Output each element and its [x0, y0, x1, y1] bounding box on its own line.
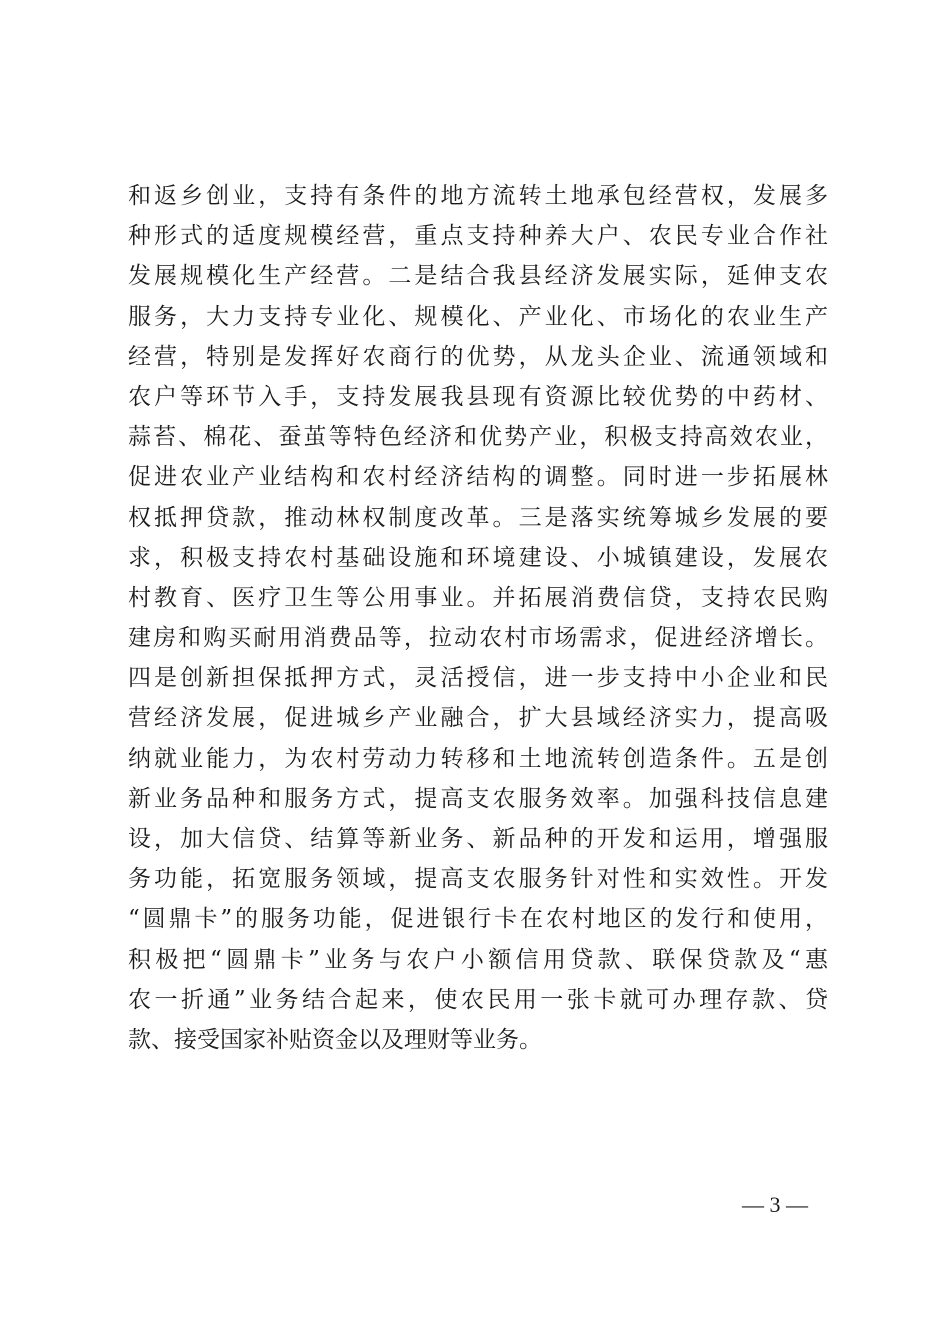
- text-line: 蒜苔、棉花、蚕茧等特色经济和优势产业，积极支持高效农业，: [128, 424, 828, 451]
- text-line: 发展规模化生产经营。二是结合我县经济发展实际，延伸支农: [128, 263, 828, 290]
- text-line: 农一折通”业务结合起来，使农民用一张卡就可办理存款、贷: [128, 986, 828, 1013]
- text-line: 农户等环节入手，支持发展我县现有资源比较优势的中药材、: [128, 383, 828, 410]
- text-line-last: 款、接受国家补贴资金以及理财等业务。: [128, 1026, 542, 1053]
- text-line: 新业务品种和服务方式，提高支农服务效率。加强科技信息建: [128, 785, 828, 812]
- text-line: 建房和购买耐用消费品等，拉动农村市场需求，促进经济增长。: [128, 625, 828, 652]
- text-line: 经营，特别是发挥好农商行的优势，从龙头企业、流通领域和: [128, 343, 828, 370]
- text-line: 权抵押贷款，推动林权制度改革。三是落实统筹城乡发展的要: [128, 504, 828, 531]
- page-number: — 3 —: [742, 1192, 808, 1217]
- text-line: 积极把“圆鼎卡”业务与农户小额信用贷款、联保贷款及“惠: [128, 946, 828, 973]
- text-line: 务功能，拓宽服务领域，提高支农服务针对性和实效性。开发: [128, 866, 828, 893]
- body-paragraph: [128, 176, 828, 1060]
- text-line: 村教育、医疗卫生等公用事业。并拓展消费信贷，支持农民购: [128, 584, 828, 611]
- text-line: 种形式的适度规模经营，重点支持种养大户、农民专业合作社: [128, 223, 828, 250]
- text-line: 求，积极支持农村基础设施和环境建设、小城镇建设，发展农: [128, 544, 828, 571]
- text-line: 营经济发展，促进城乡产业融合，扩大县域经济实力，提高吸: [128, 705, 828, 732]
- text-line: “圆鼎卡”的服务功能，促进银行卡在农村地区的发行和使用，: [128, 906, 828, 933]
- text-line: 纳就业能力，为农村劳动力转移和土地流转创造条件。五是创: [128, 745, 828, 772]
- text-line: 四是创新担保抵押方式，灵活授信，进一步支持中小企业和民: [128, 665, 828, 692]
- text-line: 服务，大力支持专业化、规模化、产业化、市场化的农业生产: [128, 303, 828, 330]
- text-line: 设，加大信贷、结算等新业务、新品种的开发和运用，增强服: [128, 826, 828, 852]
- text-line: 和返乡创业，支持有条件的地方流转土地承包经营权，发展多: [128, 183, 828, 209]
- text-line: 促进农业产业结构和农村经济结构的调整。同时进一步拓展林: [128, 464, 828, 491]
